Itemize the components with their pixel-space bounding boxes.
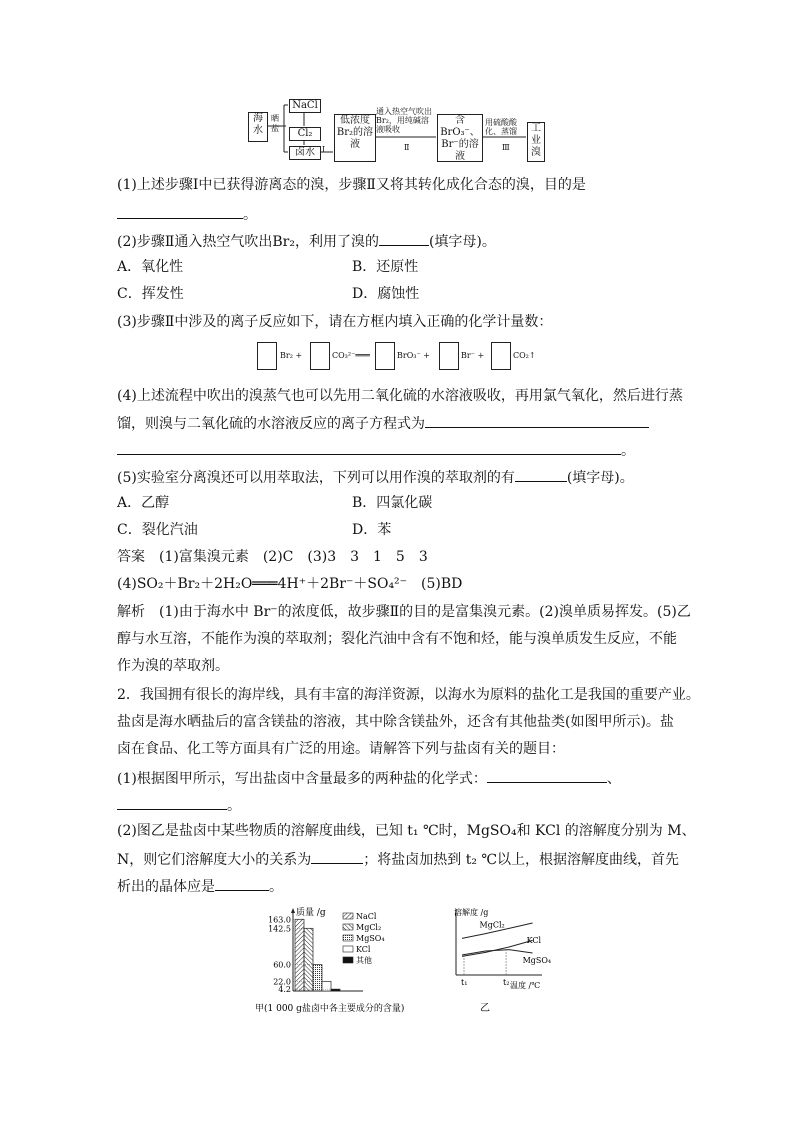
- q1-text: (1)上述步骤Ⅰ中已获得游离态的溴，步骤Ⅱ又将其转化成化合态的溴，目的是: [117, 177, 586, 193]
- q4-text-1: (4)上述流程中吹出的溴蒸气也可以先用二氧化硫的水溶液吸收，再用氯气氧化，然后进行蒸: [117, 388, 683, 404]
- y-tick-label: 163.0: [268, 915, 291, 925]
- y-tick-label: 22.0: [273, 977, 291, 987]
- chart-title: 甲(1 000 g盐卤中各主要成分的含量): [255, 1004, 405, 1014]
- q3-text: (3)步骤Ⅱ中涉及的离子反应如下，请在方框内填入正确的化学计量数：: [117, 314, 553, 330]
- nacl-box: NaCl: [289, 99, 321, 113]
- bar-1: [295, 919, 304, 991]
- q2-option-a[interactable]: A．氧化性: [117, 259, 184, 275]
- step1-label: Ⅰ: [322, 145, 326, 154]
- p2-q2-blank-1[interactable]: [311, 849, 363, 864]
- legend-swatch: [343, 913, 353, 919]
- y-tick-label: 4.2: [278, 985, 291, 995]
- q4-blank-line: 。: [117, 440, 635, 460]
- p2-q2-blank-2[interactable]: [215, 876, 269, 891]
- flowchart-arrows: [0, 0, 794, 180]
- y-axis-label: 质量 /g: [296, 908, 326, 918]
- coef-box-5[interactable]: [491, 342, 511, 370]
- analysis-line-1: 解析 (1)由于海水中 Br⁻的浓度低，故步骤Ⅱ的目的是富集溴元素。(2)溴单质易挥发。(5)乙: [117, 604, 691, 620]
- answer-line-2: (4)SO₂＋Br₂＋2H₂O═══4H⁺＋2Br⁻＋SO₄²⁻ (5)BD: [117, 576, 463, 592]
- evaporate-label: 晒盐: [271, 114, 279, 133]
- analysis-line-2: 醇与水互溶，不能作为溴的萃取剂；裂化汽油中含有不饱和烃，能与溴单质发生反应，不能: [117, 631, 677, 647]
- q1-answer-line: 。: [117, 204, 257, 224]
- y-tick-label: 142.5: [268, 924, 291, 934]
- legend-swatch: [343, 946, 353, 952]
- q5-blank[interactable]: [515, 467, 567, 482]
- chart-yi: [448, 903, 568, 1018]
- eq-term-1: Br₂ +: [280, 351, 303, 360]
- q5-text: (5)实验室分离溴还可以用萃取法，下列可以用作溴的萃取剂的有 (填字母)。: [117, 467, 634, 487]
- p2-line-2: 盐卤是海水晒盐后的富含镁盐的溶液，其中除含镁盐外，还含有其他盐类(如图甲所示)。盐: [117, 714, 674, 730]
- q5-option-b[interactable]: B．四氯化碳: [352, 495, 433, 511]
- coef-box-1[interactable]: [257, 342, 277, 370]
- series-label: MgSO₄: [522, 956, 552, 965]
- step3-text: 用硫酸酸化、蒸馏: [485, 118, 517, 136]
- legend-label: KCl: [356, 945, 371, 954]
- coef-box-4[interactable]: [439, 342, 459, 370]
- y-axis-label: 溶解度 /g: [454, 908, 489, 917]
- q5-option-a[interactable]: A．乙醇: [117, 495, 170, 511]
- step2-text: 通入热空气吹出Br₂，用纯碱溶液吸收: [376, 107, 432, 134]
- q4-blank-1[interactable]: [425, 413, 649, 428]
- step2-label: Ⅱ: [404, 143, 410, 152]
- coef-box-2[interactable]: [310, 342, 330, 370]
- y-axis-arrow: [291, 908, 295, 913]
- legend-swatch: [343, 935, 353, 941]
- legend-label: 其他: [356, 956, 372, 965]
- industrial-br-box: 工业溴: [527, 122, 545, 162]
- x-axis-label: 温度 /℃: [510, 981, 541, 990]
- answer-line-1: 答案 (1)富集溴元素 (2)C (3)3 3 1 5 3: [117, 549, 428, 565]
- eq-term-3: BrO₃⁻ +: [397, 351, 430, 360]
- q2-option-d[interactable]: D．腐蚀性: [352, 286, 420, 302]
- p2-line-3: 卤在食品、化工等方面具有广泛的用途。请解答下列与盐卤有关的题目：: [117, 741, 565, 757]
- x-tick-label: t₂: [503, 978, 510, 987]
- bar-2: [304, 928, 313, 991]
- eq-term-2: CO₃²⁻═══: [332, 351, 370, 360]
- y-tick-label: 60.0: [273, 960, 291, 970]
- legend-label: NaCl: [356, 912, 377, 921]
- p2-q1-blank-1[interactable]: [487, 768, 607, 783]
- bar-3: [313, 965, 322, 991]
- eq-term-5: CO₂↑: [513, 351, 536, 360]
- series-label: KCl: [526, 936, 542, 945]
- p2-q1-line-2: 。: [117, 795, 241, 815]
- coef-box-3[interactable]: [375, 342, 395, 370]
- p2-q2-line-3: 析出的晶体应是 。: [117, 876, 283, 896]
- legend-label: MgSO₄: [356, 934, 385, 943]
- q5-option-d[interactable]: D．苯: [352, 522, 392, 538]
- q2-option-b[interactable]: B．还原性: [352, 259, 419, 275]
- x-tick-label: t₁: [461, 978, 468, 987]
- q2-option-c[interactable]: C．挥发性: [117, 286, 184, 302]
- analysis-line-3: 作为溴的萃取剂。: [117, 658, 229, 674]
- p2-line-1: 2．我国拥有很长的海岸线，具有丰富的海洋资源，以海水为原料的盐化工是我国的重要产业。: [117, 687, 700, 703]
- series-line-2: [462, 940, 533, 956]
- legend-label: MgCl₂: [356, 923, 382, 932]
- q4-blank-2[interactable]: [117, 440, 621, 455]
- brine-box: 卤水: [289, 146, 321, 160]
- step3-label: Ⅲ: [502, 143, 510, 152]
- bar-5: [331, 989, 340, 991]
- series-label: MgCl₂: [479, 920, 505, 930]
- cl2-box: Cl₂: [289, 127, 321, 141]
- p2-q1-text: (1)根据图甲所示，写出盐卤中含量最多的两种盐的化学式： 、: [117, 768, 621, 788]
- p2-q2-line-1: (2)图乙是盐卤中某些物质的溶解度曲线，已知 t₁ ℃时，MgSO₄和 KCl 的溶解度分别为 M、: [117, 823, 696, 839]
- p2-q1-blank-2[interactable]: [117, 795, 227, 810]
- q2-text: (2)步骤Ⅱ通入热空气吹出Br₂，利用了溴的 (填字母)。: [117, 231, 496, 251]
- p2-q2-line-2: N，则它们溶解度大小的关系为 ；将盐卤加热到 t₂ ℃以上，根据溶解度曲线，首先: [117, 849, 679, 869]
- bar-4: [322, 981, 331, 991]
- legend-swatch: [343, 957, 353, 963]
- seawater-box: 海水: [248, 112, 268, 142]
- chart-title: 乙: [480, 1003, 490, 1014]
- legend-swatch: [343, 924, 353, 930]
- q4-text-2: 馏，则溴与二氧化硫的水溶液反应的离子方程式为: [117, 413, 649, 433]
- low-br2-box: 低浓度Br₂的溶液: [334, 114, 376, 162]
- bro3-solution-box: 含BrO₃⁻、Br⁻的溶液: [437, 114, 483, 162]
- eq-term-4: Br⁻ +: [461, 351, 485, 360]
- q1-blank[interactable]: [117, 204, 243, 219]
- q2-blank[interactable]: [379, 231, 429, 246]
- q5-option-c[interactable]: C．裂化汽油: [117, 522, 198, 538]
